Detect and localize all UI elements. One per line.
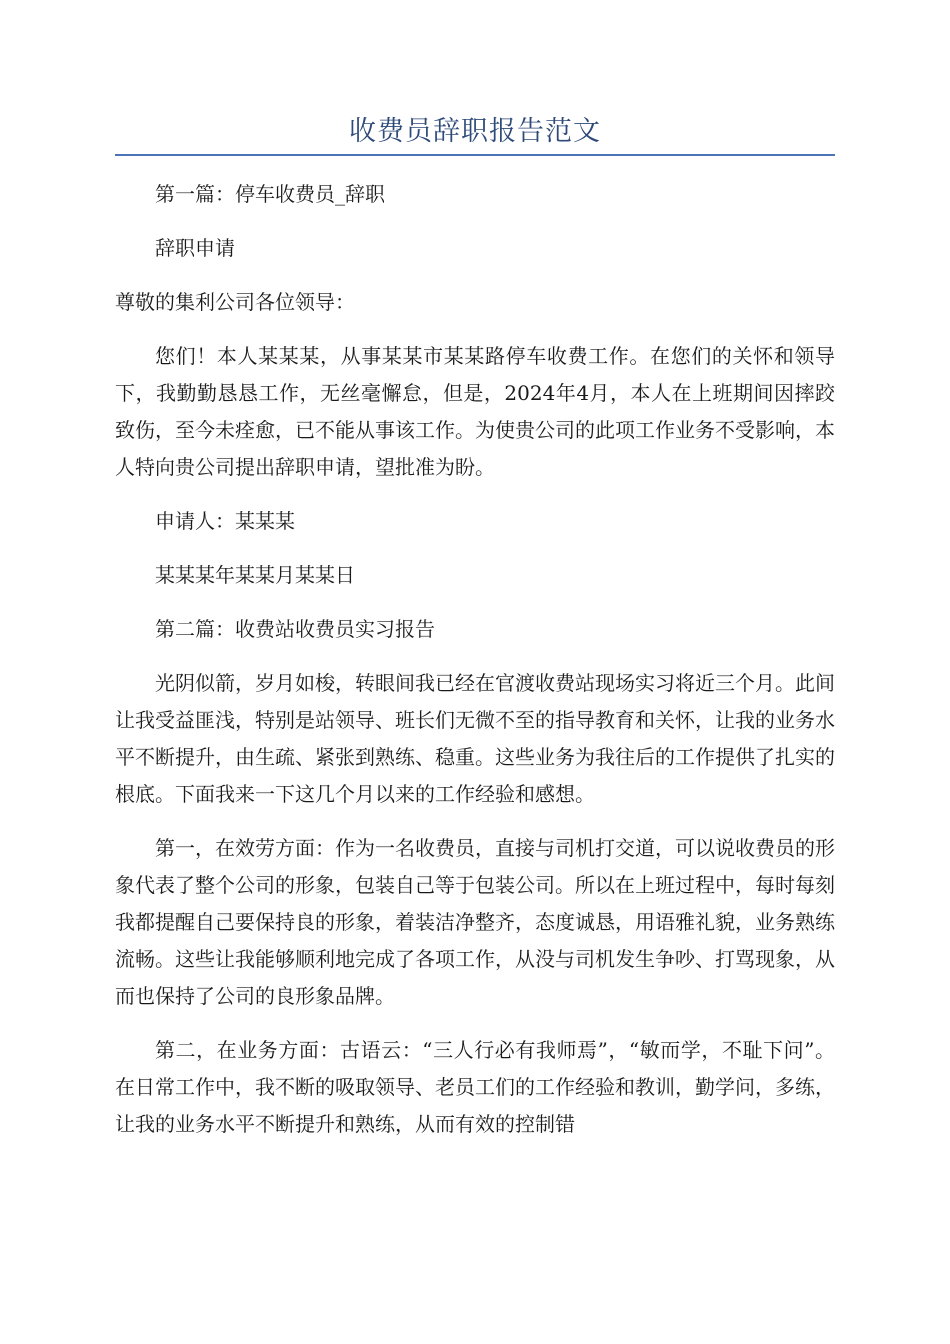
paragraph-internship-intro: 光阴似箭，岁月如梭，转眼间我已经在官渡收费站现场实习将近三个月。此间让我受益匪浅，特别是站领导、班长们无微不至的指导教育和关怀，让我的业务水平不断提升，由生疏、紧张到熟练、稳重。这些业务为我往后的工作提供了扎实的根底。下面我来一下这几个月以来的工作经验和感想。: [115, 671, 835, 806]
document-title: 收费员辞职报告范文: [349, 116, 601, 147]
paragraph-business: 第二，在业务方面：古语云：“三人行必有我师焉”，“敏而学，不耻下问”。在日常工作中，我不断的吸取领导、老员工们的工作经验和教训，勤学问，多练，让我的业务水平不断提升和熟练，从而有效的控制错: [115, 1038, 835, 1136]
title-underline: [115, 154, 835, 156]
paragraph-applicant: 申请人：某某某: [155, 509, 295, 533]
paragraph-service: 第一，在效劳方面：作为一名收费员，直接与司机打交道，可以说收费员的形象代表了整个公司的形象，包装自己等于包装公司。所以在上班过程中，每时每刻我都提醒自己要保持良的形象，着装洁净整齐，态度诚恳，用语雅礼貌，业务熟练流畅。这些让我能够顺利地完成了各项工作，从没与司机发生争吵、打骂现象，从而也保持了公司的良形象品牌。: [115, 836, 835, 1008]
paragraph-date: 某某某年某某月某某日: [155, 563, 355, 587]
paragraph-part1-heading: 第一篇：停车收费员_辞职: [155, 182, 385, 206]
paragraph-salutation: 尊敬的集利公司各位领导：: [115, 290, 355, 314]
paragraph-part2-heading: 第二篇：收费站收费员实习报告: [155, 617, 435, 641]
paragraph-resignation-body: 您们！本人某某某，从事某某市某某路停车收费工作。在您们的关怀和领导下，我勤勤恳恳工作，无丝毫懈怠，但是，2024年4月，本人在上班期间因摔跤致伤，至今未痊愈，已不能从事该工作。为使贵公司的此项工作业务不受影响，本人特向贵公司提出辞职申请，望批准为盼。: [115, 344, 835, 479]
paragraph-resignation-heading: 辞职申请: [155, 236, 235, 260]
document-body: [115, 176, 835, 1160]
